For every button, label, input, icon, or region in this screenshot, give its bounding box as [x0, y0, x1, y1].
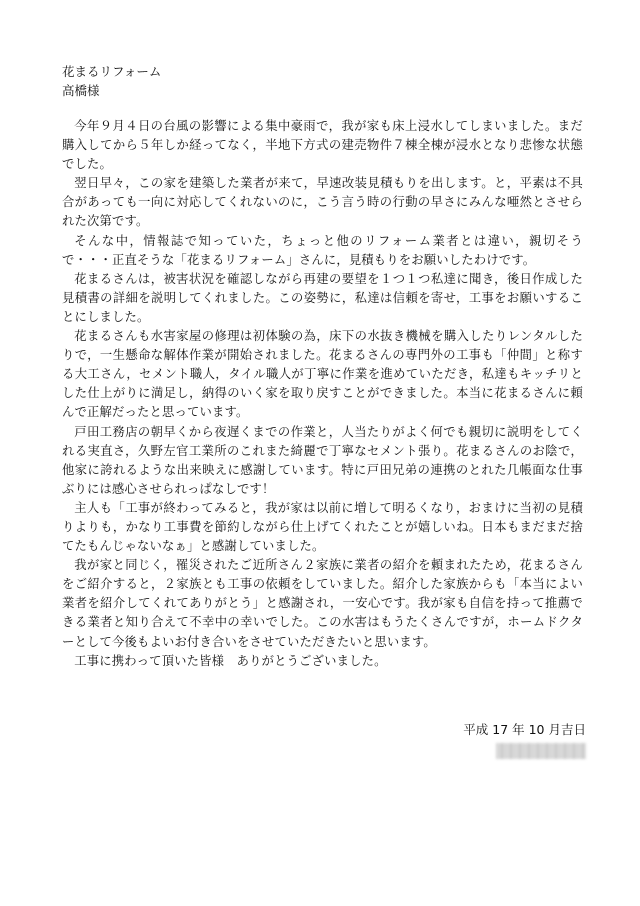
recipient-company: 花まるリフォーム: [62, 64, 162, 79]
letter-signoff: [463, 720, 586, 764]
letter-body: [62, 117, 583, 671]
letter-date: 平成 17 年 10 月吉日: [463, 722, 586, 737]
recipient-name: 高橋様: [62, 83, 100, 98]
paragraph: 今年９月４日の台風の影響による集中豪雨で，我が家も床上浸水してしまいました。まだ購入してから５年しか経ってなく，半地下方式の建売物件７棟全棟が浸水となり悲惨な状態でした。: [62, 119, 583, 172]
paragraph: そんな中，情報誌で知っていた，ちょっと他のリフォーム業者とは違い，親切そうで・・・正直そうな「花まるリフォーム」さんに，見積もりをお願いしたわけです。: [62, 233, 583, 267]
letter-header: [62, 62, 161, 100]
paragraph: 戸田工務店の朝早くから夜遅くまでの作業と，人当たりがよく何でも親切に説明をしてくれる実直さ，久野左官工業所のこれまた綺麗で丁寧なセメント張り。花まるさんのお陰で，他家に誇れるような出来映えに感謝しています。特に戸田兄弟の連携のとれた几帳面な仕事ぶりには感心させられっぱなしです！: [62, 424, 583, 496]
blurred-signature: [496, 743, 586, 759]
paragraph: 翌日早々，この家を建築した業者が来て，早速改装見積もりを出します。と，平素は不具合があっても一向に対応してくれないのに，こう言う時の行動の早さにみんな唖然とさせられた次第です。: [62, 176, 583, 229]
paragraph: 花まるさんは，被害状況を確認しながら再建の要望を１つ１つ私達に聞き，後日作成した見積書の詳細を説明してくれました。この姿勢に，私達は信頼を寄せ，工事をお願いすることにしました。: [62, 271, 583, 324]
paragraph: 花まるさんも水害家屋の修理は初体験の為，床下の水抜き機械を購入したりレンタルしたりで，一生懸命な解体作業が開始されました。花まるさんの専門外の工事も「仲間」と称する大工さん，セメント職人，タイル職人が丁寧に作業を進めていただき，私達もキッチリとした仕上がりに満足し，納得のいく家を取り戻すことができました。本当に花まるさんに頼んで正解だったと思っています。: [62, 329, 583, 420]
paragraph: 工事に携わって頂いた皆様 ありがとうございました。: [74, 653, 387, 668]
paragraph: 主人も「工事が終わってみると，我が家は以前に増して明るくなり，おまけに当初の見積りよりも，かなり工事費を節約しながら仕上げてくれたことが嬉しいね。日本もまだまだ捨てたもんじゃないなぁ」と感謝していました。: [62, 500, 583, 554]
paragraph: 我が家と同じく，罹災されたご近所さん２家族に業者の紹介を頼まれたため，花まるさんをご紹介すると，２家族とも工事の依頼をしていました。紹介した家族からも「本当によい業者を紹介してくれてありがとう」と感謝され，一安心です。我が家も自信を持って推薦できる業者と知り合えて不幸中の幸いでした。この水害はもうたくさんですが，ホームドクターとして今後もよいお付き合いをさせていただきたいと思います。: [62, 558, 583, 649]
